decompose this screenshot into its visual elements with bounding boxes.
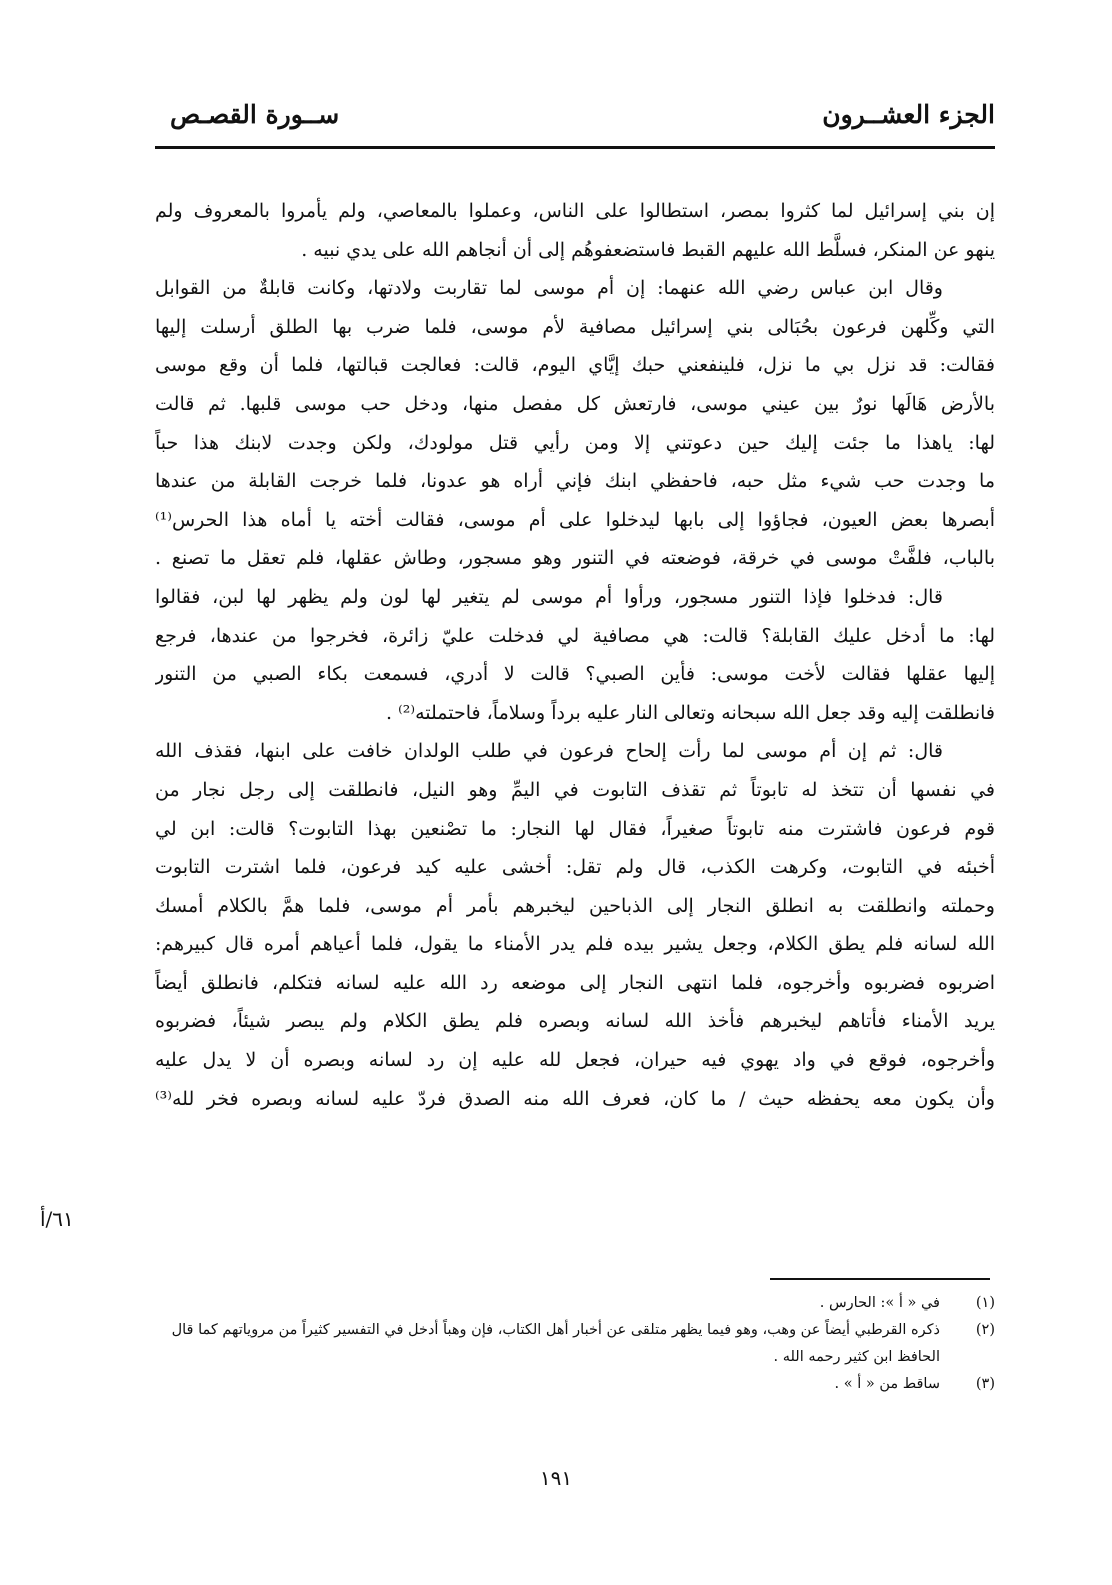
page-number: ١٩١ xyxy=(539,1466,573,1490)
text-line: التي وكِّلهن فرعون بحُبَالى بني إسرائيل مصافية لأم موسى، فلما ضرب بها الطلق أرسلت إليها xyxy=(155,315,995,338)
manuscript-folio-note: ٦١/أ xyxy=(40,1207,74,1231)
text-line: أبصرها بعض العيون، فجاؤوا إلى بابها ليدخلوا على أم موسى، فقالت أخته يا أماه هذا الحرس⁽¹⁾ xyxy=(155,508,995,531)
footnote-item xyxy=(130,1290,995,1317)
page-header xyxy=(155,92,995,140)
text-line: وأخرجوه، فوقع في واد يهوي فيه حيران، فجعل لله عليه إن رد لسانه وبصره أن لا يدل عليه xyxy=(155,1049,995,1072)
text-line: فقالت: قد نزل بي ما نزل، فلينفعني حبك إيَّاي اليوم، قالت: فعالجت قبالتها، فلما أن وقع موسى xyxy=(155,354,995,377)
header-rule xyxy=(155,146,995,149)
footnote-item xyxy=(130,1317,995,1371)
text-line: وقال ابن عباس رضي الله عنهما: إن أم موسى لما تقاربت ولادتها، وكانت قابلةٌ من القوابل xyxy=(155,277,943,300)
text-line: ما وجدت حب شيء مثل حبه، فاحفظي ابنك فإني أراه هو عدونا، فلما خرجت القابلة من عندها xyxy=(155,470,995,493)
footnote-rule xyxy=(770,1278,990,1280)
text-line: إن بني إسرائيل لما كثروا بمصر، استطالوا على الناس، وعملوا بالمعاصي، ولم يأمروا بالمعروف ولم xyxy=(155,200,995,222)
text-line: أخبئه في التابوت، وكرهت الكذب، قال ولم تقل: أخشى عليه كيد فرعون، فلما اشترت التابوت xyxy=(155,856,995,879)
surah-title: ســورة القصـص xyxy=(170,100,340,129)
footnote-text: ساقط من « أ » . xyxy=(834,1376,940,1392)
text-line: يريد الأمناء فأتاهم ليخبرهم فأخذ الله لسانه وبصره فلم يطق الكلام ولم يبصر شيئاً، فضربوه xyxy=(155,1010,995,1033)
footnote-number: (١) xyxy=(975,1295,995,1311)
footnote-text: ذكره القرطبي أيضاً عن وهب، وهو فيما يظهر متلقى عن أخبار أهل الكتاب، فإن وهباً أدخل في التفسير كثيراً من مروياتهم كما قال الحافظ ابن كثير رحمه الله . xyxy=(171,1322,940,1365)
text-line: قال: فدخلوا فإذا التنور مسجور، ورأوا أم موسى لم يتغير لها لون ولم يظهر لها لبن، فقالوا xyxy=(155,585,943,608)
text-line: قال: ثم إن أم موسى لما رأت إلحاح فرعون في طلب الولدان خافت على ابنها، فقذف الله xyxy=(155,740,943,763)
footnote-item xyxy=(130,1371,995,1398)
text-line: قوم فرعون فاشترت منه تابوتاً صغيراً، فقال لها النجار: ما تصْنعين بهذا التابوت؟ قالت: ابن لي xyxy=(155,817,995,840)
text-line: في نفسها أن تتخذ له تابوتاً ثم تقذف التابوت في اليمِّ وهو النيل، فانطلقت إلى رجل نجار من xyxy=(155,778,995,801)
footnote-text: في « أ »: الحارس . xyxy=(819,1295,940,1311)
text-line: وأن يكون معه يحفظه حيث / ما كان، فعرف الله منه الصدق فردّ عليه لسانه وبصره فخر لله⁽³⁾ xyxy=(155,1087,995,1110)
text-line: لها: ما أدخل عليك القابلة؟ قالت: هي مصافية لي فدخلت عليّ زائرة، فخرجوا من عندها، فرجع xyxy=(155,624,995,647)
text-line: الله لسانه فلم يطق الكلام، وجعل يشير بيده فلم يدر الأمناء ما يقول، فلما أعياهم أمره قال كبيرهم: xyxy=(155,933,995,956)
text-line: لها: ياهذا ما جئت إليك حين دعوتني إلا ومن رأيي قتل مولودك، ولكن وجدت لابنك هذا حباً xyxy=(155,431,995,454)
footnote-number: (٣) xyxy=(975,1376,995,1392)
footnotes xyxy=(130,1290,995,1398)
part-title: الجزء العشــرون xyxy=(822,100,995,129)
text-line: ينهو عن المنكر، فسلَّط الله عليهم القبط فاستضعفوهُم إلى أن أنجاهم الله على يدي نبيه . xyxy=(301,238,995,261)
main-text xyxy=(155,192,995,1118)
footnote-number: (٢) xyxy=(975,1322,995,1338)
text-line: فانطلقت إليه وقد جعل الله سبحانه وتعالى النار عليه برداً وسلاماً، فاحتملته⁽²⁾ . xyxy=(386,701,995,724)
text-line: وحملته وانطلقت به انطلق النجار إلى الذباحين ليخبرهم بأمر أم موسى، فلما همَّ بالكلام أمسك xyxy=(155,894,995,917)
text-line: إليها عقلها فقالت لأخت موسى: فأين الصبي؟ قالت لا أدري، فسمعت بكاء الصبي من التنور xyxy=(155,663,995,686)
text-line: بالأرض هَالَها نورٌ بين عيني موسى، فارتعش كل مفصل منها، ودخل حب موسى قلبها. ثم قالت xyxy=(155,392,995,415)
text-line: بالباب، فلفَّتْ موسى في خرقة، فوضعته في التنور وهو مسجور، وطاش عقلها، فلم تعقل ما تصنع . xyxy=(155,547,995,570)
text-line: اضربوه فضربوه وأخرجوه، فلما انتهى النجار إلى موضعه رد الله عليه لسانه فتكلم، فانطلق أيضاً xyxy=(155,971,995,994)
